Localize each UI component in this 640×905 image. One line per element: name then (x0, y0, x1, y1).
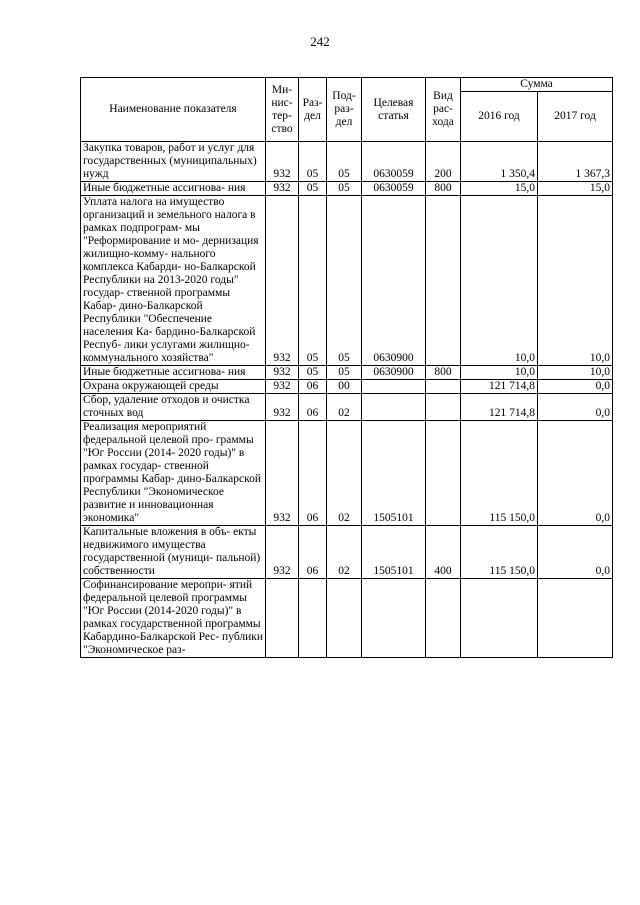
row-section: 06 (299, 421, 327, 526)
row-section: 05 (299, 142, 327, 182)
row-sum-2016: 115 150,0 (461, 421, 538, 526)
row-ministry (266, 579, 299, 658)
header-year-2017: 2017 год (538, 92, 613, 142)
row-section: 05 (299, 196, 327, 366)
row-target: 1505101 (362, 526, 426, 579)
row-sum-2017: 0,0 (538, 380, 613, 394)
row-sum-2017: 0,0 (538, 421, 613, 526)
row-section (299, 579, 327, 658)
row-ministry: 932 (266, 394, 299, 421)
row-expense-type (426, 394, 461, 421)
row-sum-2016: 10,0 (461, 196, 538, 366)
table-row (81, 394, 613, 421)
budget-table (80, 77, 613, 658)
row-name: Сбор, удаление отходов и очистка сточных вод (81, 394, 266, 421)
row-subsection: 05 (327, 366, 362, 380)
header-subsection: Под- раз- дел (327, 78, 362, 142)
row-target (362, 579, 426, 658)
row-subsection: 02 (327, 421, 362, 526)
row-sum-2016: 121 714,8 (461, 394, 538, 421)
row-expense-type (426, 421, 461, 526)
table-row (81, 526, 613, 579)
row-section: 05 (299, 366, 327, 380)
row-subsection: 02 (327, 394, 362, 421)
page-number: 242 (310, 34, 330, 49)
row-target: 0630900 (362, 196, 426, 366)
row-name: Уплата налога на имущество организаций и земельного налога в рамках подпрограм- мы "Реформирование и мо- дернизация жилищно-комму- нального комплекса Кабарди- но-Балкарской Республики на 2013-2020 годы" государ- ственной программы Кабар- дино-Балкарской Республики "Обеспечение населения Ка- бардино-Балкарской Респуб- лики услугами жилищно- коммунального хозяйства" (81, 196, 266, 366)
row-sum-2016: 1 350,4 (461, 142, 538, 182)
table-row (81, 182, 613, 196)
table-row (81, 366, 613, 380)
row-sum-2017: 0,0 (538, 526, 613, 579)
row-expense-type (426, 196, 461, 366)
table-row (81, 142, 613, 182)
row-target: 0630059 (362, 142, 426, 182)
row-ministry: 932 (266, 182, 299, 196)
table-row (81, 421, 613, 526)
row-section: 05 (299, 182, 327, 196)
row-sum-2016 (461, 579, 538, 658)
row-ministry: 932 (266, 380, 299, 394)
table-row (81, 380, 613, 394)
header-ministry: Ми- нис- тер- ство (266, 78, 299, 142)
row-ministry: 932 (266, 196, 299, 366)
row-expense-type (426, 380, 461, 394)
row-expense-type: 200 (426, 142, 461, 182)
row-sum-2017 (538, 579, 613, 658)
row-sum-2017: 10,0 (538, 196, 613, 366)
row-subsection (327, 579, 362, 658)
row-target (362, 380, 426, 394)
row-target (362, 394, 426, 421)
row-expense-type: 400 (426, 526, 461, 579)
row-name: Закупка товаров, работ и услуг для государственных (муниципальных) нужд (81, 142, 266, 182)
row-section: 06 (299, 526, 327, 579)
row-sum-2017: 15,0 (538, 182, 613, 196)
header-section: Раз- дел (299, 78, 327, 142)
row-sum-2016: 15,0 (461, 182, 538, 196)
header-name: Наименование показателя (81, 78, 266, 142)
row-sum-2016: 10,0 (461, 366, 538, 380)
header-year-2016: 2016 год (461, 92, 538, 142)
row-section: 06 (299, 394, 327, 421)
row-expense-type (426, 579, 461, 658)
table-row (81, 579, 613, 658)
row-sum-2017: 0,0 (538, 394, 613, 421)
row-ministry: 932 (266, 142, 299, 182)
row-target: 0630900 (362, 366, 426, 380)
row-ministry: 932 (266, 526, 299, 579)
row-ministry: 932 (266, 366, 299, 380)
row-subsection: 05 (327, 182, 362, 196)
row-name: Софинансирование меропри- ятий федеральной целевой программы "Юг России (2014-2020 годы)" в рамках государственной программы Кабардино-Балкарской Рес- публики "Экономическое раз- (81, 579, 266, 658)
row-subsection: 05 (327, 142, 362, 182)
header-sum: Сумма (461, 78, 613, 92)
row-expense-type: 800 (426, 366, 461, 380)
row-sum-2016: 121 714,8 (461, 380, 538, 394)
row-subsection: 05 (327, 196, 362, 366)
row-name: Иные бюджетные ассигнова- ния (81, 366, 266, 380)
row-ministry: 932 (266, 421, 299, 526)
row-name: Иные бюджетные ассигнова- ния (81, 182, 266, 196)
row-target: 1505101 (362, 421, 426, 526)
row-target: 0630059 (362, 182, 426, 196)
table-row (81, 196, 613, 366)
row-expense-type: 800 (426, 182, 461, 196)
row-name: Капитальные вложения в объ- екты недвижимого имущества государственной (муници- пальной) собственности (81, 526, 266, 579)
row-subsection: 02 (327, 526, 362, 579)
row-subsection: 00 (327, 380, 362, 394)
row-name: Охрана окружающей среды (81, 380, 266, 394)
row-name: Реализация мероприятий федеральной целевой про- граммы "Юг России (2014- 2020 годы)" в рамках государ- ственной программы Кабар- дино-Балкарской Республики "Экономическое развитие и инновационная экономика" (81, 421, 266, 526)
row-sum-2017: 1 367,3 (538, 142, 613, 182)
row-sum-2017: 10,0 (538, 366, 613, 380)
header-expense-type: Вид рас- хода (426, 78, 461, 142)
header-target: Целевая статья (362, 78, 426, 142)
row-sum-2016: 115 150,0 (461, 526, 538, 579)
row-section: 06 (299, 380, 327, 394)
